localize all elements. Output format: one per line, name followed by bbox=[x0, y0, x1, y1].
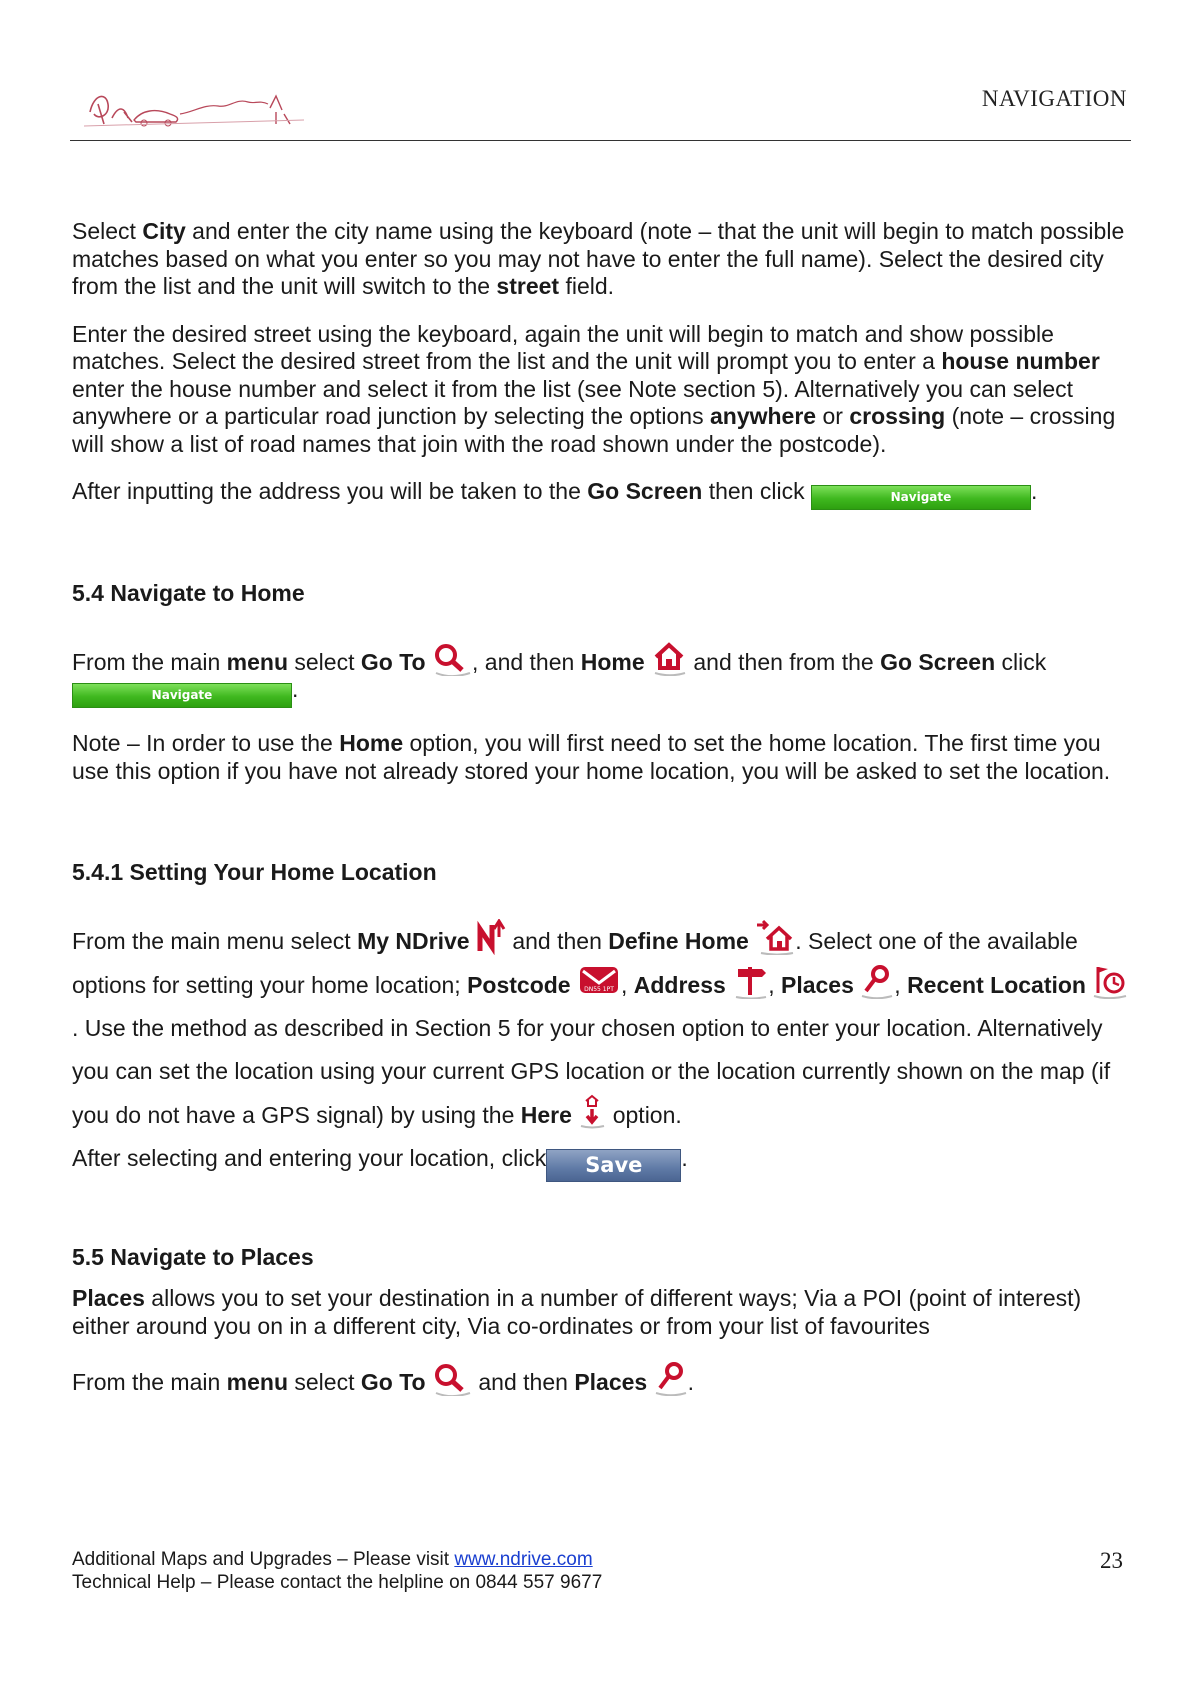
navigate-button[interactable]: Navigate bbox=[72, 683, 292, 708]
save-button[interactable]: Save bbox=[546, 1149, 681, 1182]
navigate-button[interactable]: Navigate bbox=[811, 485, 1031, 510]
heading-navigate-places: 5.5 Navigate to Places bbox=[72, 1243, 314, 1270]
here-icon bbox=[578, 1093, 606, 1129]
address-signpost-icon bbox=[732, 963, 768, 999]
header-divider bbox=[70, 140, 1131, 141]
heading-setting-home-location: 5.4.1 Setting Your Home Location bbox=[72, 859, 437, 885]
places-pin-icon bbox=[654, 1360, 688, 1396]
paragraph-navigate-home: From the main menu select Go To , and then Home and then from the Go Screen click Navigate . bbox=[72, 640, 1132, 709]
define-home-icon bbox=[755, 919, 795, 955]
postcode-icon bbox=[577, 963, 621, 999]
footer bbox=[72, 1548, 602, 1594]
page-number: 23 bbox=[1100, 1548, 1123, 1573]
places-pin-icon bbox=[860, 963, 894, 999]
ndrive-website-link[interactable]: www.ndrive.com bbox=[454, 1549, 593, 1570]
page-content bbox=[72, 218, 1132, 1417]
home-icon bbox=[651, 640, 687, 676]
footer-upgrades-line: Additional Maps and Upgrades – Please visit www.ndrive.com bbox=[72, 1549, 593, 1570]
paragraph-go-screen: After inputting the address you will be taken to the Go Screen then click Navigate . bbox=[72, 478, 1132, 510]
paragraph-places: Places allows you to set your destination in a number of different ways; Via a POI (point of interest) either around you on in a different city, Via co-ordinates or from your list of favourites bbox=[72, 1285, 1082, 1339]
my-ndrive-icon bbox=[476, 919, 506, 955]
go-to-magnifier-icon bbox=[432, 642, 472, 676]
recent-location-icon bbox=[1092, 963, 1128, 999]
go-to-magnifier-icon bbox=[432, 1362, 472, 1396]
ndrive-logo-icon bbox=[84, 84, 304, 130]
paragraph-street: Enter the desired street using the keyboard, again the unit will begin to match and show possible matches. Select the desired street from the list and the unit will prompt you to enter a house number enter the house number and select it from the list (see Note section 5). Alternatively you can select anywhere or a particular road junction by selecting the options anywhere or crossing (note – crossing will show a list of road names that join with the road shown under the postcode). bbox=[72, 320, 1116, 457]
svg-text:DN55 1PT: DN55 1PT bbox=[584, 985, 614, 993]
paragraph-define-home: From the main menu select My NDrive and then Define Home . Select one of the available options for setting your home location; Postcode DN55 1PT , Address , Places , Recent Location . Use the method as described in Section 5 for your chosen option to enter your location. Alternatively you can set the location using your current GPS location or the location currently shown on the map (if you do not have a GPS signal) by using the Here option. bbox=[72, 919, 1132, 1137]
paragraph-city: Select City and enter the city name using the keyboard (note – that the unit will begin to match possible matches based on what you enter so you may not have to enter the full name). Select the desired city from the list and the unit will switch to the street field. bbox=[72, 218, 1125, 299]
header-title: NAVIGATION bbox=[981, 86, 1127, 111]
heading-navigate-home: 5.4 Navigate to Home bbox=[72, 580, 305, 606]
footer-helpline-line: Technical Help – Please contact the helpline on 0844 557 9677 bbox=[72, 1572, 603, 1593]
paragraph-save: After selecting and entering your location, click Save . bbox=[72, 1145, 1132, 1182]
paragraph-home-note: Note – In order to use the Home option, you will first need to set the home location. The first time you use this option if you have not already stored your home location, you will be asked to set the location. bbox=[72, 730, 1111, 784]
paragraph-go-to-places: From the main menu select Go To and then Places . bbox=[72, 1360, 1132, 1397]
